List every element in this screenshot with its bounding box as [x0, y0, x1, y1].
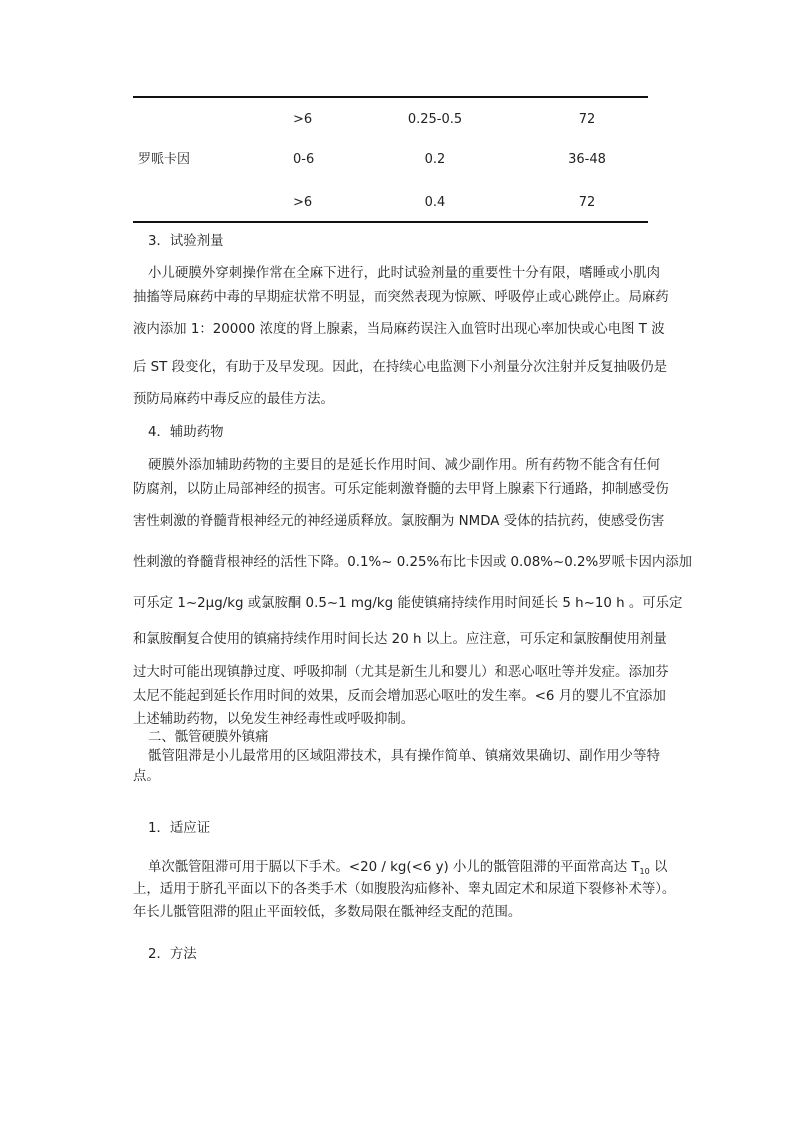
- table-cell-age: >6: [293, 195, 313, 210]
- paragraph-line: 太尼不能起到延长作用时间的效果，反而会增加恶心呕吐的发生率。<6 月的婴儿不宜添加: [133, 689, 666, 704]
- table-bottom-rule: [133, 221, 648, 223]
- drug-label: 罗哌卡因: [138, 152, 191, 167]
- paragraph-line: 可乐定 1~2μg/kg 或氯胺酮 0.5~1 mg/kg 能使镇痛持续作用时间延长 5 h~10 h 。可乐定: [133, 596, 683, 611]
- paragraph-line: 点。: [133, 769, 160, 784]
- indication-text-end: 以: [649, 860, 668, 875]
- paragraph-line: 骶管阻滞是小儿最常用的区域阻滞技术，具有操作简单、镇痛效果确切、副作用少等特: [148, 749, 660, 764]
- paragraph-line: 抽搐等局麻药中毒的早期症状常不明显，而突然表现为惊厥、呼吸停止或心跳停止。局麻药: [133, 290, 669, 305]
- table-cell-age: 0-6: [293, 152, 315, 167]
- paragraph-line: 上述辅助药物，以免发生神经毒性或呼吸抑制。: [133, 712, 415, 727]
- paragraph-line: [148, 860, 668, 876]
- section-heading: 1．适应证: [148, 821, 211, 836]
- section-heading: 3．试验剂量: [148, 234, 224, 249]
- indication-text: 单次骶管阻滞可用于膈以下手术。<20 / kg(<6 y) 小儿的骶管阻滞的平面常高达 T: [148, 860, 640, 875]
- table-cell-dose: 0.2: [424, 152, 446, 167]
- paragraph-line: 害性刺激的脊髓背根神经元的神经递质释放。氯胺酮为 NMDA 受体的拮抗药，使感受伤害: [133, 514, 665, 529]
- table-cell-age: >6: [293, 112, 313, 127]
- paragraph-line: 年长儿骶管阻滞的阻止平面较低，多数局限在骶神经支配的范围。: [133, 905, 522, 920]
- paragraph-line: 小儿硬膜外穿刺操作常在全麻下进行，此时试验剂量的重要性十分有限，嗜睡或小肌肉: [148, 266, 660, 281]
- section-heading: 4．辅助药物: [148, 425, 224, 440]
- table-top-rule: [133, 96, 648, 98]
- paragraph-line: 和氯胺酮复合使用的镇痛持续作用时间长达 20 h 以上。应注意，可乐定和氯胺酮使用剂量: [133, 632, 667, 647]
- chapter-heading: 二、骶管硬膜外镇痛: [148, 730, 269, 745]
- table-cell-dose: 0.25-0.5: [407, 112, 463, 127]
- table-cell-duration: 72: [578, 112, 596, 127]
- paragraph-line: 上，适用于脐孔平面以下的各类手术（如腹股沟疝修补、睾丸固定术和尿道下裂修补术等）。: [133, 882, 676, 897]
- paragraph-line: 过大时可能出现镇静过度、呼吸抑制（尤其是新生儿和婴儿）和恶心呕吐等并发症。添加芬: [133, 665, 669, 680]
- paragraph-line: 硬膜外添加辅助药物的主要目的是延长作用时间、减少副作用。所有药物不能含有任何: [148, 458, 660, 473]
- paragraph-line: 预防局麻药中毒反应的最佳方法。: [133, 392, 334, 407]
- subscript: 10: [639, 867, 650, 876]
- section-heading: 2．方法: [148, 947, 197, 962]
- table-cell-duration: 36-48: [568, 152, 606, 167]
- paragraph-line: 防腐剂，以防止局部神经的损害。可乐定能刺激脊髓的去甲肾上腺素下行通路，抑制感受伤: [133, 482, 669, 497]
- table-cell-duration: 72: [578, 195, 596, 210]
- paragraph-line: 液内添加 1：20000 浓度的肾上腺素，当局麻药误注入血管时出现心率加快或心电图 T 波: [133, 322, 665, 337]
- table-cell-dose: 0.4: [424, 195, 446, 210]
- paragraph-line: 性刺激的脊髓背根神经的活性下降。0.1%~ 0.25%布比卡因或 0.08%~0.2%罗哌卡因内添加: [133, 555, 693, 570]
- paragraph-line: 后 ST 段变化，有助于及早发现。因此，在持续心电监测下小剂量分次注射并反复抽吸仍是: [133, 360, 668, 375]
